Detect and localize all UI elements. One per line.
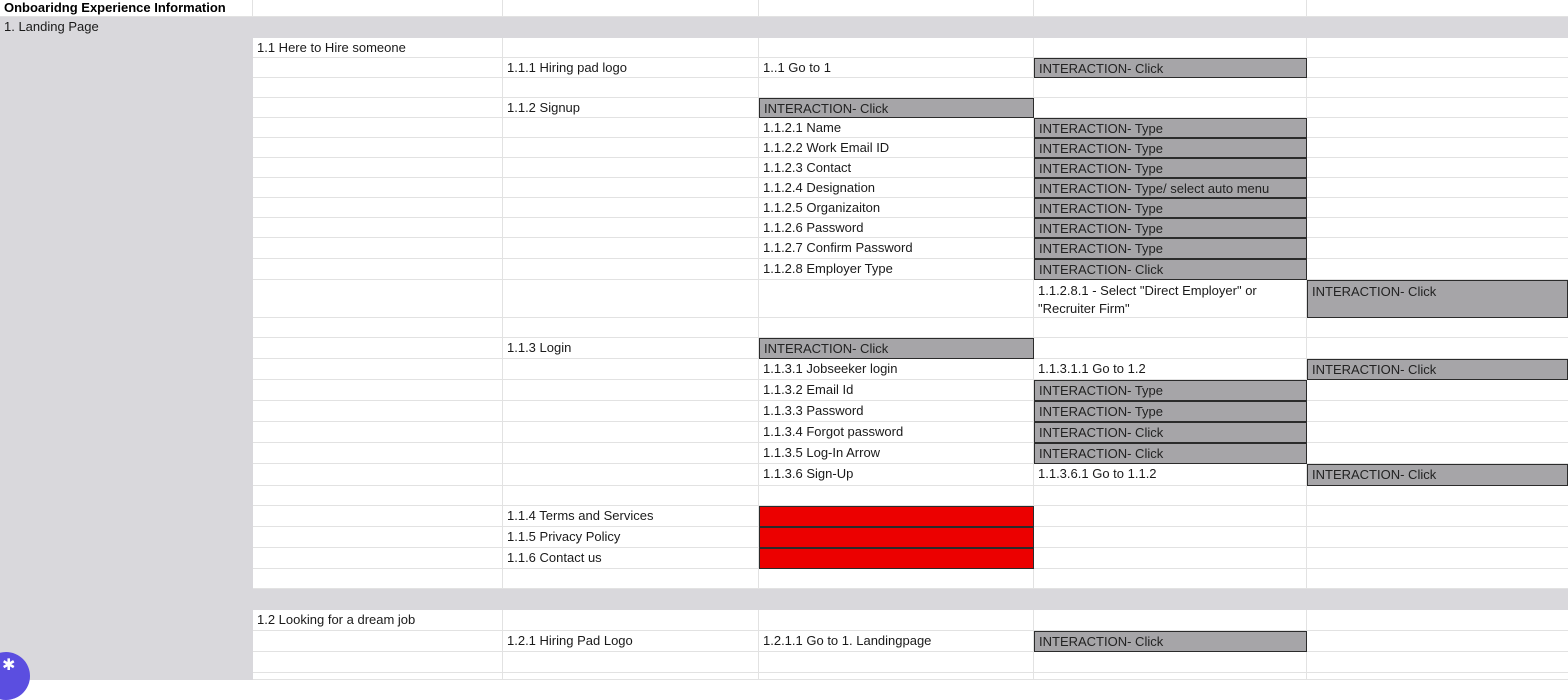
sheet-cell[interactable] — [759, 652, 1034, 673]
sheet-cell[interactable]: 1.1 Here to Hire someone — [253, 38, 503, 58]
interaction-cell[interactable]: INTERACTION- Click — [1307, 464, 1568, 486]
sheet-cell[interactable]: 1.1.2.2 Work Email ID — [759, 138, 1034, 158]
gutter-cell — [0, 138, 253, 158]
sheet-cell[interactable] — [253, 527, 503, 548]
section-row — [0, 17, 1568, 38]
interaction-cell[interactable]: INTERACTION- Click — [759, 338, 1034, 359]
sheet-cell[interactable] — [253, 464, 503, 486]
sheet-cell[interactable] — [253, 218, 503, 238]
gutter-cell — [0, 652, 253, 673]
gutter-cell — [0, 178, 253, 198]
interaction-cell[interactable]: INTERACTION- Type — [1034, 238, 1307, 259]
table-row — [0, 673, 1568, 680]
interaction-cell[interactable]: INTERACTION- Type — [1034, 401, 1307, 422]
interaction-cell[interactable]: INTERACTION- Click — [1034, 58, 1307, 78]
gutter-cell — [0, 401, 253, 422]
table-row — [0, 464, 1568, 486]
sheet-cell[interactable] — [759, 280, 1034, 318]
table-row — [0, 652, 1568, 673]
sheet-cell[interactable] — [1307, 138, 1568, 158]
sheet-cell[interactable]: 1.1.3.6.1 Go to 1.1.2 — [1034, 464, 1307, 486]
sheet-cell[interactable] — [503, 610, 759, 631]
table-row — [0, 58, 1568, 78]
gutter-cell — [0, 38, 253, 58]
interaction-cell[interactable]: INTERACTION- Type — [1034, 198, 1307, 218]
gutter-cell — [0, 118, 253, 138]
sheet-cell[interactable] — [1307, 318, 1568, 338]
highlighted-cell[interactable] — [759, 548, 1034, 569]
sheet-cell[interactable]: 1..1 Go to 1 — [759, 58, 1034, 78]
sheet-cell[interactable] — [1307, 527, 1568, 548]
table-row — [0, 38, 1568, 58]
gutter-cell — [0, 259, 253, 280]
sheet-cell[interactable] — [1307, 118, 1568, 138]
sheet-cell[interactable] — [1034, 486, 1307, 506]
table-row — [0, 443, 1568, 464]
sheet-cell[interactable]: 1.1.6 Contact us — [503, 548, 759, 569]
table-row — [0, 548, 1568, 569]
interaction-cell[interactable]: INTERACTION- Type — [1034, 218, 1307, 238]
sheet-cell[interactable] — [1307, 58, 1568, 78]
gutter-cell — [0, 569, 253, 589]
sheet-cell[interactable] — [503, 38, 759, 58]
sheet-cell[interactable] — [1034, 38, 1307, 58]
table-row — [0, 118, 1568, 138]
sheet-cell[interactable]: 1.2.1.1 Go to 1. Landingpage — [759, 631, 1034, 652]
gutter-cell — [0, 218, 253, 238]
sheet-cell[interactable] — [1307, 38, 1568, 58]
sheet-cell[interactable] — [503, 280, 759, 318]
sheet-cell[interactable] — [503, 359, 759, 380]
sheet-cell[interactable] — [1307, 422, 1568, 443]
sheet-cell[interactable] — [1034, 318, 1307, 338]
sheet-cell[interactable]: 1.2.1 Hiring Pad Logo — [503, 631, 759, 652]
sheet-cell[interactable] — [1307, 178, 1568, 198]
sheet-cell[interactable]: 1.1.2.4 Designation — [759, 178, 1034, 198]
table-row — [0, 359, 1568, 380]
sheet-cell[interactable] — [253, 443, 503, 464]
sheet-cell[interactable] — [253, 652, 503, 673]
interaction-cell[interactable]: INTERACTION- Click — [759, 98, 1034, 118]
gutter-cell — [0, 198, 253, 218]
sheet-cell[interactable] — [1034, 569, 1307, 589]
sheet-cell[interactable] — [759, 569, 1034, 589]
sheet-cell[interactable]: 1.1.1 Hiring pad logo — [503, 58, 759, 78]
gutter-cell — [0, 238, 253, 259]
gutter-cell — [0, 673, 253, 680]
sheet-cell[interactable]: 1.1.2.8.1 - Select "Direct Employer" or "Recruiter Firm" — [1034, 280, 1307, 318]
sheet-cell[interactable] — [253, 238, 503, 259]
sheet-cell[interactable] — [1034, 338, 1307, 359]
table-row — [0, 318, 1568, 338]
sheet-cell[interactable] — [253, 198, 503, 218]
gutter-cell — [0, 359, 253, 380]
gutter-cell — [0, 98, 253, 118]
sheet-cell[interactable] — [1307, 486, 1568, 506]
empty-cell[interactable] — [253, 0, 503, 17]
empty-cell[interactable] — [1034, 0, 1307, 17]
interaction-cell[interactable]: INTERACTION- Type — [1034, 158, 1307, 178]
sheet-cell[interactable] — [253, 138, 503, 158]
sheet-title[interactable]: Onboaridng Experience Information — [0, 0, 253, 17]
sheet-cell[interactable]: 1.1.2.5 Organizaiton — [759, 198, 1034, 218]
gutter-cell — [0, 548, 253, 569]
sheet-cell[interactable] — [503, 158, 759, 178]
sheet-cell[interactable]: 1.1.4 Terms and Services — [503, 506, 759, 527]
sheet-cell[interactable]: 1.1.3 Login — [503, 338, 759, 359]
sheet-cell[interactable] — [1307, 380, 1568, 401]
sheet-cell[interactable] — [1307, 610, 1568, 631]
sheet-cell[interactable]: 1.2 Looking for a dream job — [253, 610, 503, 631]
interaction-cell[interactable]: INTERACTION- Type — [1034, 118, 1307, 138]
sheet-cell[interactable] — [1034, 548, 1307, 569]
sheet-cell[interactable] — [253, 98, 503, 118]
sheet-cell[interactable] — [503, 486, 759, 506]
sheet-cell[interactable] — [253, 318, 503, 338]
table-row — [0, 610, 1568, 631]
sheet-cell[interactable] — [759, 318, 1034, 338]
gutter-cell — [0, 527, 253, 548]
gutter-cell — [0, 589, 253, 610]
sheet-cell[interactable] — [759, 610, 1034, 631]
empty-cell[interactable] — [759, 0, 1034, 17]
gutter-cell — [0, 338, 253, 359]
sheet-cell[interactable] — [1307, 218, 1568, 238]
interaction-cell[interactable]: INTERACTION- Click — [1034, 631, 1307, 652]
sheet-cell[interactable] — [253, 78, 503, 98]
sheet-cell[interactable] — [1034, 610, 1307, 631]
table-row — [0, 280, 1568, 318]
table-row — [0, 78, 1568, 98]
sheet-cell[interactable] — [253, 58, 503, 78]
sheet-cell[interactable]: 1.1.2 Signup — [503, 98, 759, 118]
gutter-cell — [0, 506, 253, 527]
sheet-cell[interactable] — [759, 38, 1034, 58]
table-row — [0, 259, 1568, 280]
sheet-cell[interactable] — [503, 318, 759, 338]
sheet-cell[interactable] — [1034, 673, 1307, 680]
table-row — [0, 158, 1568, 178]
sheet-cell[interactable] — [1307, 631, 1568, 652]
sheet-cell[interactable] — [253, 380, 503, 401]
sheet-cell[interactable] — [503, 78, 759, 98]
sheet-cell[interactable] — [503, 380, 759, 401]
gutter-cell — [0, 58, 253, 78]
sheet-cell[interactable] — [1307, 158, 1568, 178]
empty-cell[interactable] — [503, 0, 759, 17]
sheet-cell[interactable] — [759, 78, 1034, 98]
table-row — [0, 422, 1568, 443]
sheet-cell[interactable] — [1307, 652, 1568, 673]
gutter-cell — [0, 380, 253, 401]
sheet-cell[interactable] — [1307, 548, 1568, 569]
gutter-cell — [0, 443, 253, 464]
sheet-cell[interactable] — [503, 652, 759, 673]
sheet-cell[interactable]: 1.1.2.6 Password — [759, 218, 1034, 238]
sheet-cell[interactable] — [503, 218, 759, 238]
table-row — [0, 486, 1568, 506]
asterisk-icon: ✱ — [2, 657, 16, 674]
interaction-cell[interactable]: INTERACTION- Type — [1034, 380, 1307, 401]
sheet-cell[interactable] — [253, 118, 503, 138]
sheet-cell[interactable] — [1034, 652, 1307, 673]
sheet-cell[interactable] — [503, 259, 759, 280]
sheet-cell[interactable]: 1.1.3.1 Jobseeker login — [759, 359, 1034, 380]
sheet-cell[interactable] — [1307, 98, 1568, 118]
sheet-cell[interactable] — [503, 138, 759, 158]
sheet-cell[interactable]: 1.1.3.2 Email Id — [759, 380, 1034, 401]
sheet-cell[interactable] — [759, 673, 1034, 680]
sheet-cell[interactable] — [1307, 569, 1568, 589]
highlighted-cell[interactable] — [759, 506, 1034, 527]
sheet-cell[interactable] — [1034, 78, 1307, 98]
sheet-cell[interactable] — [253, 401, 503, 422]
sheet-cell[interactable] — [503, 422, 759, 443]
table-row — [0, 238, 1568, 259]
sheet-cell[interactable]: 1.1.3.4 Forgot password — [759, 422, 1034, 443]
sheet-cell[interactable] — [1307, 338, 1568, 359]
sheet-cell[interactable] — [1307, 443, 1568, 464]
sheet-cell[interactable] — [503, 178, 759, 198]
table-row — [0, 569, 1568, 589]
title-row — [0, 0, 1568, 17]
sheet-cell[interactable] — [1307, 259, 1568, 280]
gutter-cell — [0, 464, 253, 486]
highlighted-cell[interactable] — [759, 527, 1034, 548]
sheet-cell[interactable] — [503, 673, 759, 680]
sheet-cell[interactable]: 1.1.3.5 Log-In Arrow — [759, 443, 1034, 464]
sheet-cell[interactable] — [253, 422, 503, 443]
gutter-cell — [0, 631, 253, 652]
sheet-cell[interactable] — [253, 631, 503, 652]
sheet-cell[interactable] — [503, 464, 759, 486]
gutter-cell — [0, 610, 253, 631]
gutter-cell — [0, 158, 253, 178]
interaction-cell[interactable]: INTERACTION- Click — [1307, 280, 1568, 318]
sheet-cell[interactable] — [1307, 673, 1568, 680]
sheet-cell[interactable]: 1.1.2.3 Contact — [759, 158, 1034, 178]
sheet-cell[interactable] — [253, 548, 503, 569]
sheet-cell[interactable]: 1.1.5 Privacy Policy — [503, 527, 759, 548]
sheet-cell[interactable] — [1034, 98, 1307, 118]
sheet-cell[interactable] — [1307, 506, 1568, 527]
table-row — [0, 218, 1568, 238]
table-row — [0, 589, 1568, 610]
sheet-cell[interactable] — [503, 118, 759, 138]
sheet-cell[interactable] — [503, 443, 759, 464]
gutter-cell — [0, 280, 253, 318]
interaction-cell[interactable]: INTERACTION- Click — [1034, 443, 1307, 464]
sheet-cell[interactable] — [1307, 78, 1568, 98]
table-row — [0, 631, 1568, 652]
gutter-cell — [0, 486, 253, 506]
interaction-cell[interactable]: INTERACTION- Click — [1034, 422, 1307, 443]
table-row — [0, 98, 1568, 118]
gutter-cell — [0, 318, 253, 338]
sheet-cell[interactable]: 1.1.3.1.1 Go to 1.2 — [1034, 359, 1307, 380]
table-row — [0, 178, 1568, 198]
sheet-cell[interactable] — [759, 486, 1034, 506]
sheet-cell[interactable] — [1034, 506, 1307, 527]
sheet-cell[interactable] — [253, 486, 503, 506]
section-title[interactable]: 1. Landing Page — [4, 19, 99, 34]
sheet-cell[interactable]: 1.1.2.1 Name — [759, 118, 1034, 138]
gutter-cell — [0, 78, 253, 98]
interaction-cell[interactable]: INTERACTION- Click — [1034, 259, 1307, 280]
gutter-cell — [0, 422, 253, 443]
sheet-cell[interactable] — [1307, 238, 1568, 259]
interaction-cell[interactable]: INTERACTION- Click — [1307, 359, 1568, 380]
table-row — [0, 506, 1568, 527]
sheet-cell[interactable]: 1.1.2.7 Confirm Password — [759, 238, 1034, 259]
sheet-cell[interactable] — [253, 359, 503, 380]
sheet-cell[interactable] — [503, 401, 759, 422]
table-row — [0, 527, 1568, 548]
sheet-cell[interactable] — [253, 280, 503, 318]
sheet-cell[interactable] — [503, 569, 759, 589]
sheet-cell[interactable]: 1.1.2.8 Employer Type — [759, 259, 1034, 280]
sheet-cell[interactable] — [503, 238, 759, 259]
sheet-cell[interactable] — [1307, 401, 1568, 422]
empty-cell[interactable] — [1307, 0, 1568, 17]
sheet-cell[interactable] — [253, 178, 503, 198]
sheet-cell[interactable] — [253, 506, 503, 527]
sheet-cell[interactable] — [503, 198, 759, 218]
table-row — [0, 380, 1568, 401]
sheet-cell[interactable] — [253, 158, 503, 178]
table-row — [0, 138, 1568, 158]
sheet-cell[interactable] — [253, 569, 503, 589]
sheet-cell[interactable]: 1.1.3.6 Sign-Up — [759, 464, 1034, 486]
sheet-cell[interactable] — [253, 259, 503, 280]
table-row — [0, 198, 1568, 218]
sheet-cell[interactable] — [253, 338, 503, 359]
sheet-cell[interactable] — [1307, 198, 1568, 218]
interaction-cell[interactable]: INTERACTION- Type — [1034, 138, 1307, 158]
sheet-cell[interactable]: 1.1.3.3 Password — [759, 401, 1034, 422]
table-row — [0, 401, 1568, 422]
sheet-cell[interactable] — [253, 673, 503, 680]
table-row — [0, 338, 1568, 359]
interaction-cell[interactable]: INTERACTION- Type/ select auto menu — [1034, 178, 1307, 198]
sheet-cell[interactable] — [1034, 527, 1307, 548]
